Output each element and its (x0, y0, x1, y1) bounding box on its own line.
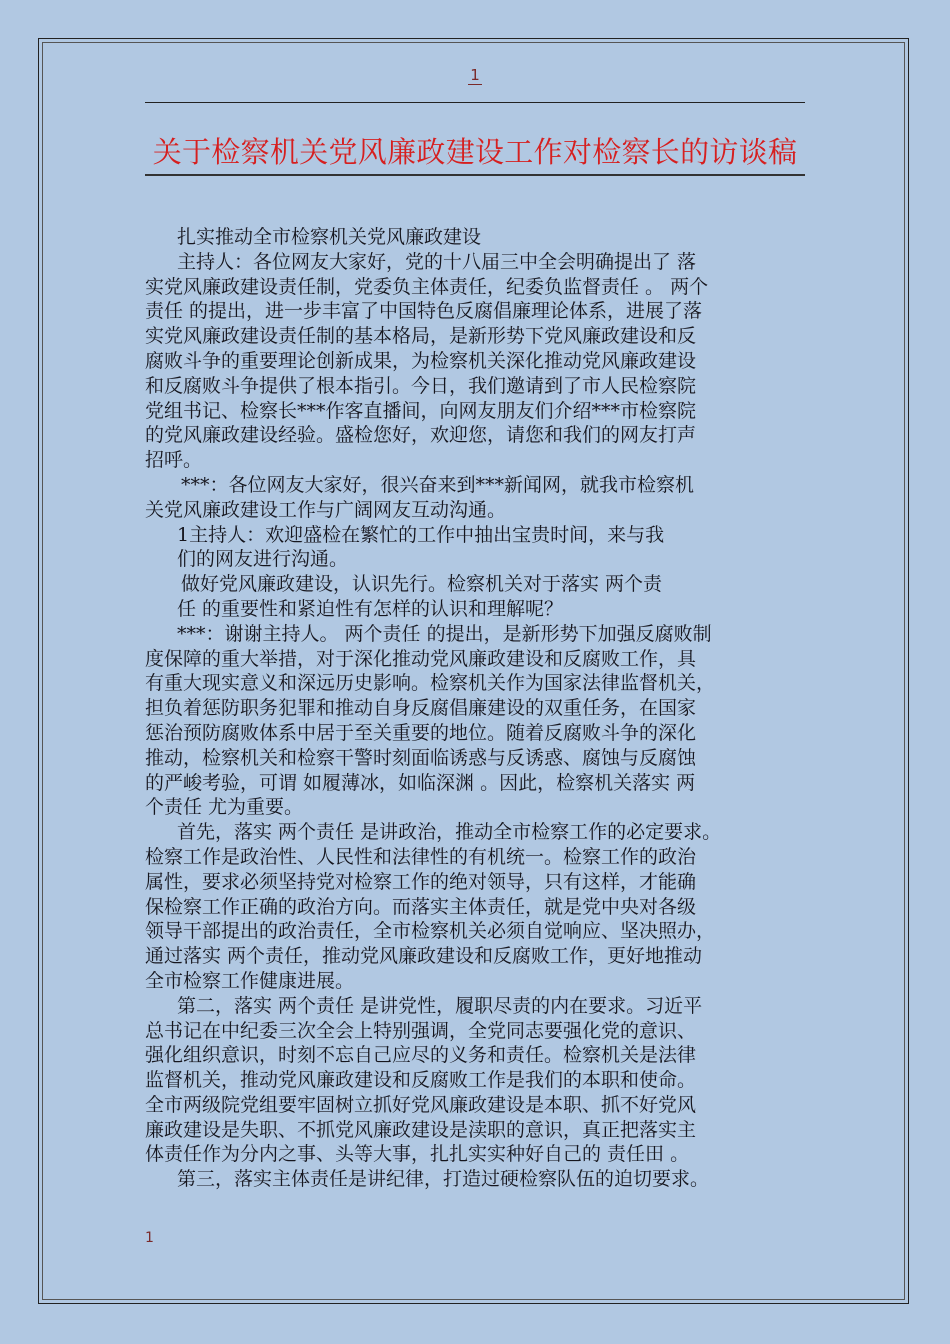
paragraph-line: 个责任 尤为重要。 (145, 796, 304, 819)
header-rule (145, 102, 805, 103)
paragraph-line: 招呼。 (145, 449, 203, 472)
title-rule (145, 174, 805, 176)
paragraph-line: ***：谢谢主持人。 两个责任 的提出，是新形势下加强反腐败制 (177, 622, 712, 645)
paragraph-line: 保检察工作正确的政治方向。而落实主体责任，就是党中央对各级 (145, 895, 697, 918)
paragraph-line: 总书记在中纪委三次全会上特别强调，全党同志要强化党的意识、 (145, 1019, 697, 1042)
paragraph-line: 惩治预防腐败体系中居于至关重要的地位。随着反腐败斗争的深化 (145, 721, 697, 744)
paragraph-line: 1主持人：欢迎盛检在繁忙的工作中抽出宝贵时间，来与我 (177, 523, 665, 546)
paragraph-line: 检察工作是政治性、人民性和法律性的有机统一。检察工作的政治 (145, 845, 697, 868)
paragraph-line: 推动，检察机关和检察干警时刻面临诱惑与反诱惑、腐蚀与反腐蚀 (145, 746, 697, 769)
paragraph-line: 度保障的重大举措，对于深化推动党风廉政建设和反腐败工作，具 (145, 647, 697, 670)
paragraph-line: 廉政建设是失职、不抓党风廉政建设是渎职的意识，真正把落实主 (145, 1118, 697, 1141)
paragraph-line: 首先，落实 两个责任 是讲政治，推动全市检察工作的必定要求。 (177, 821, 722, 844)
document-body (145, 225, 815, 1192)
paragraph-line: 担负着惩防职务犯罪和推动自身反腐倡廉建设的双重任务，在国家 (145, 697, 697, 720)
paragraph-line: 的党风廉政建设经验。盛检您好，欢迎您，请您和我们的网友打声 (145, 424, 697, 447)
paragraph-line: 实党风廉政建设责任制的基本格局，是新形势下党风廉政建设和反 (145, 325, 697, 348)
paragraph-line: 腐败斗争的重要理论创新成果，为检察机关深化推动党风廉政建设 (145, 349, 697, 372)
paragraph-line: 第三，落实主体责任是讲纪律，打造过硬检察队伍的迫切要求。 (177, 1168, 710, 1191)
paragraph-line: 领导干部提出的政治责任，全市检察机关必须自觉响应、坚决照办， (145, 920, 716, 943)
paragraph-line: 体责任作为分内之事、头等大事，扎扎实实种好自己的 责任田 。 (145, 1143, 690, 1166)
paragraph-line: 做好党风廉政建设，认识先行。检察机关对于落实 两个责 (181, 573, 663, 596)
header-page-number: 1 (470, 66, 480, 84)
paragraph-line: 主持人：各位网友大家好，党的十八届三中全会明确提出了 落 (177, 250, 697, 273)
document-title: 关于检察机关党风廉政建设工作对检察长的访谈稿 (152, 135, 798, 169)
paragraph-line: 强化组织意识，时刻不忘自己应尽的义务和责任。检察机关是法律 (145, 1044, 697, 1067)
paragraph-line: 扎实推动全市检察机关党风廉政建设 (177, 226, 482, 248)
paragraph-line: 属性，要求必须坚持党对检察工作的绝对领导，只有这样，才能确 (145, 870, 697, 893)
paragraph-line: 通过落实 两个责任，推动党风廉政建设和反腐败工作，更好地推动 (145, 945, 703, 968)
paragraph-line: 实党风廉政建设责任制，党委负主体责任，纪委负监督责任 。 两个 (145, 275, 709, 298)
paragraph-line: 的严峻考验，可谓 如履薄冰，如临深渊 。因此，检察机关落实 两 (145, 771, 696, 794)
paragraph-line: 们的网友进行沟通。 (177, 548, 349, 571)
paragraph-line: 第二，落实 两个责任 是讲党性，履职尽责的内在要求。习近平 (177, 994, 703, 1017)
paragraph-line: 监督机关，推动党风廉政建设和反腐败工作是我们的本职和使命。 (145, 1069, 697, 1092)
paragraph-line: 关党风廉政建设工作与广阔网友互动沟通。 (145, 498, 507, 521)
paragraph-line: 全市检察工作健康进展。 (145, 969, 355, 992)
paragraph-line: 责任 的提出，进一步丰富了中国特色反腐倡廉理论体系，进展了落 (145, 300, 703, 323)
paragraph-line: 有重大现实意义和深远历史影响。检察机关作为国家法律监督机关， (145, 672, 716, 695)
paragraph-line: 任 的重要性和紧迫性有怎样的认识和理解呢？ (177, 597, 564, 620)
paragraph-line: ***：各位网友大家好，很兴奋来到***新闻网，就我市检察机 (181, 473, 695, 496)
paragraph-line: 和反腐败斗争提供了根本指引。今日，我们邀请到了市人民检察院 (145, 374, 697, 397)
footer-page-number: 1 (145, 1230, 154, 1246)
paragraph-line: 全市两级院党组要牢固树立抓好党风廉政建设是本职、抓不好党风 (145, 1093, 697, 1116)
paragraph-line: 党组书记、检察长***作客直播间，向网友朋友们介绍***市检察院 (145, 399, 697, 422)
